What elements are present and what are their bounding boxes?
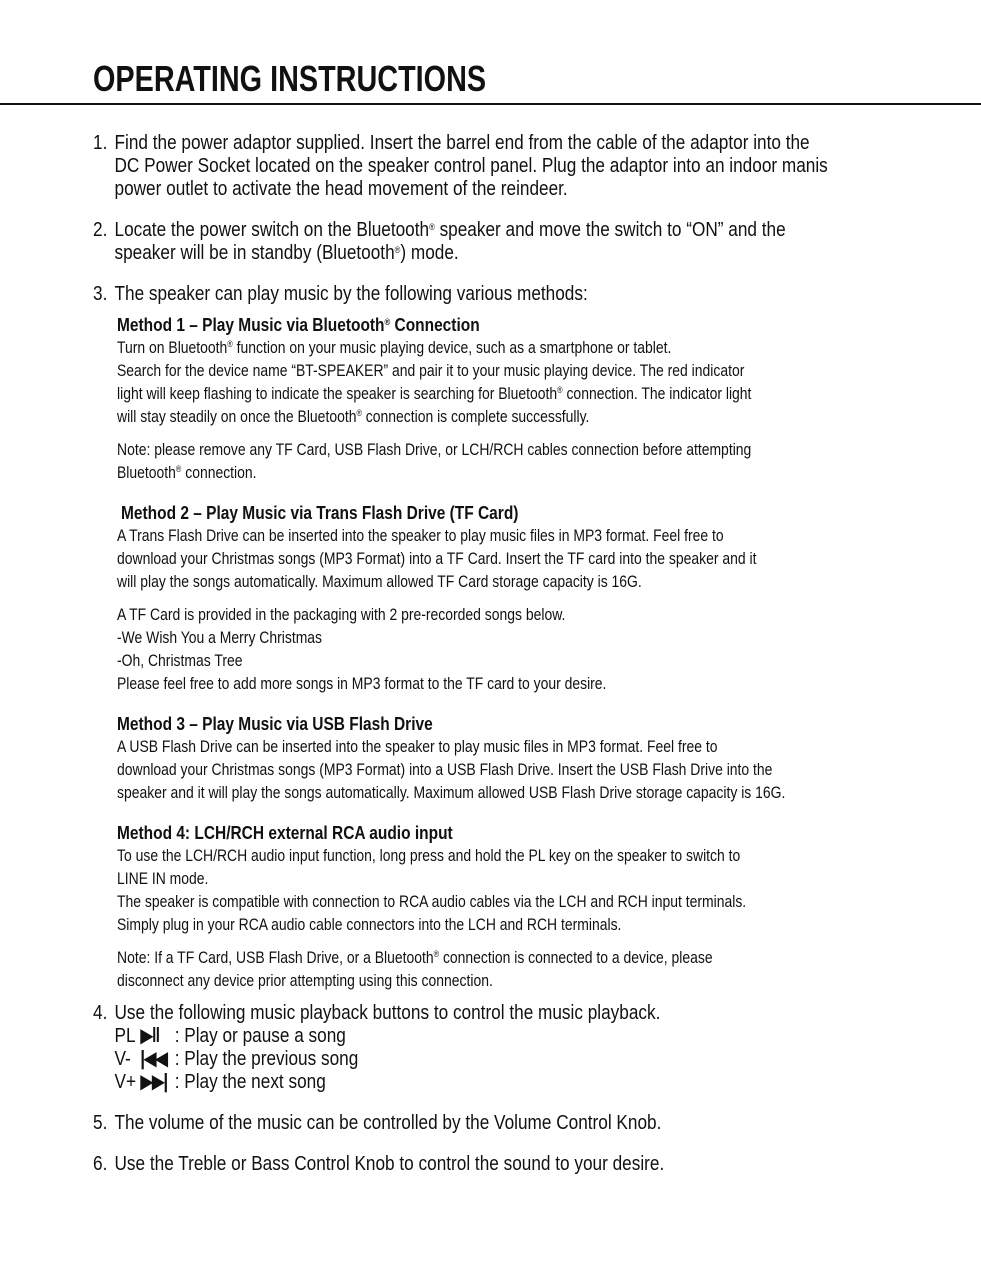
step-text: Find the power adaptor supplied. Insert the barrel end from the cable of the adaptor into the — [114, 132, 810, 154]
method-2 — [121, 502, 903, 524]
method-text: A Trans Flash Drive can be inserted into the speaker to play music files in MP3 format. Feel free to download your Christmas songs (MP3 Format) into a TF Card. Insert the TF card into the speaker and it will play the songs automatically. Maximum allowed TF Card storage capacity is 16G. — [117, 526, 757, 591]
control-play-pause: PL ▶ǁ : Play or pause a song — [114, 1025, 346, 1047]
step-text: speaker and move the switch to “ON” and the — [434, 219, 786, 241]
registered-mark: ® — [394, 245, 401, 255]
registered-mark: ® — [429, 222, 435, 232]
method-note: Note: If a TF Card, USB Flash Drive, or a Bluetooth® connection is connected to a device, please disconnect any device prior attempting using this connection. — [117, 948, 713, 990]
method-text: A USB Flash Drive can be inserted into the speaker to play music files in MP3 format. Feel free to download your Christmas songs (MP3 Format) into a USB Flash Drive. Insert the USB Flash Drive into the speaker and it will play the songs automatically. Maximum allowed USB Flash Drive storage capacity is 16G. — [117, 737, 786, 802]
method-text: To use the LCH/RCH audio input function, long press and hold the PL key on the speaker to switch to LINE IN mode. The speaker is compatible with connection to RCA audio cables via the LCH and RCH input terminals. Simply plug in your RCA audio cable connectors into the LCH and RCH terminals. — [117, 846, 747, 934]
control-previous: V- |◀◀ : Play the previous song — [114, 1048, 359, 1070]
step-4 — [93, 1002, 901, 1094]
control-next: V+ ▶▶| : Play the next song — [114, 1071, 326, 1093]
step-number: 3. — [93, 283, 108, 305]
next-track-icon: ▶▶| — [140, 1071, 167, 1093]
step-number: 1. — [93, 132, 108, 154]
step-text: ) mode. — [400, 242, 459, 264]
step-text: speaker will be in standby (Bluetooth — [114, 242, 395, 264]
step-2 — [93, 219, 901, 265]
step-5 — [93, 1112, 901, 1135]
method-title: Method 1 – Play Music via Bluetooth® Connection — [117, 315, 480, 335]
step-1 — [93, 132, 901, 201]
previous-track-icon: |◀◀ — [140, 1048, 167, 1070]
method-text: Turn on Bluetooth® function on your music playing device, such as a smartphone or tablet. Search for the device name “BT-SPEAKER” and pair it to your music playing device. The red indicator light will keep flashing to indicate the speaker is searching for Bluetooth® connection. The indicator light will stay steadily on once the Bluetooth® connection is complete successfully. — [117, 338, 752, 426]
step-text: The volume of the music can be controlled by the Volume Control Knob. — [114, 1112, 662, 1134]
step-text: Use the Treble or Bass Control Knob to control the sound to your desire. — [114, 1153, 665, 1175]
method-note: Note: please remove any TF Card, USB Flash Drive, or LCH/RCH cables connection before attempting Bluetooth® connection. — [117, 440, 752, 482]
method-1 — [117, 314, 903, 484]
title-divider — [0, 103, 981, 105]
step-number: 5. — [93, 1112, 108, 1134]
method-3 — [117, 713, 903, 804]
page-title: OPERATING INSTRUCTIONS — [93, 58, 487, 99]
step-number: 6. — [93, 1153, 108, 1175]
method-text: A TF Card is provided in the packaging with 2 pre-recorded songs below. -We Wish You a Merry Christmas -Oh, Christmas Tree Please feel free to add more songs in MP3 format to the TF card to your desire. — [117, 605, 607, 693]
method-4 — [117, 822, 903, 992]
step-text: Use the following music playback buttons to control the music playback. — [114, 1002, 661, 1024]
step-3 — [93, 283, 901, 306]
step-number: 4. — [93, 1002, 108, 1024]
play-pause-icon: ▶ǁ — [140, 1025, 159, 1047]
method-title: Method 4: LCH/RCH external RCA audio input — [117, 823, 453, 843]
method-title: Method 2 – Play Music via Trans Flash Drive (TF Card) — [121, 503, 519, 523]
instructions — [93, 132, 903, 1176]
step-text: DC Power Socket located on the speaker control panel. Plug the adaptor into an indoor manis — [114, 155, 828, 177]
step-text: power outlet to activate the head movement of the reindeer. — [114, 178, 568, 200]
step-6 — [93, 1153, 901, 1176]
step-number: 2. — [93, 219, 108, 241]
step-text: The speaker can play music by the following various methods: — [114, 283, 588, 305]
method-title: Method 3 – Play Music via USB Flash Drive — [117, 714, 433, 734]
step-text: Locate the power switch on the Bluetooth — [114, 219, 430, 241]
